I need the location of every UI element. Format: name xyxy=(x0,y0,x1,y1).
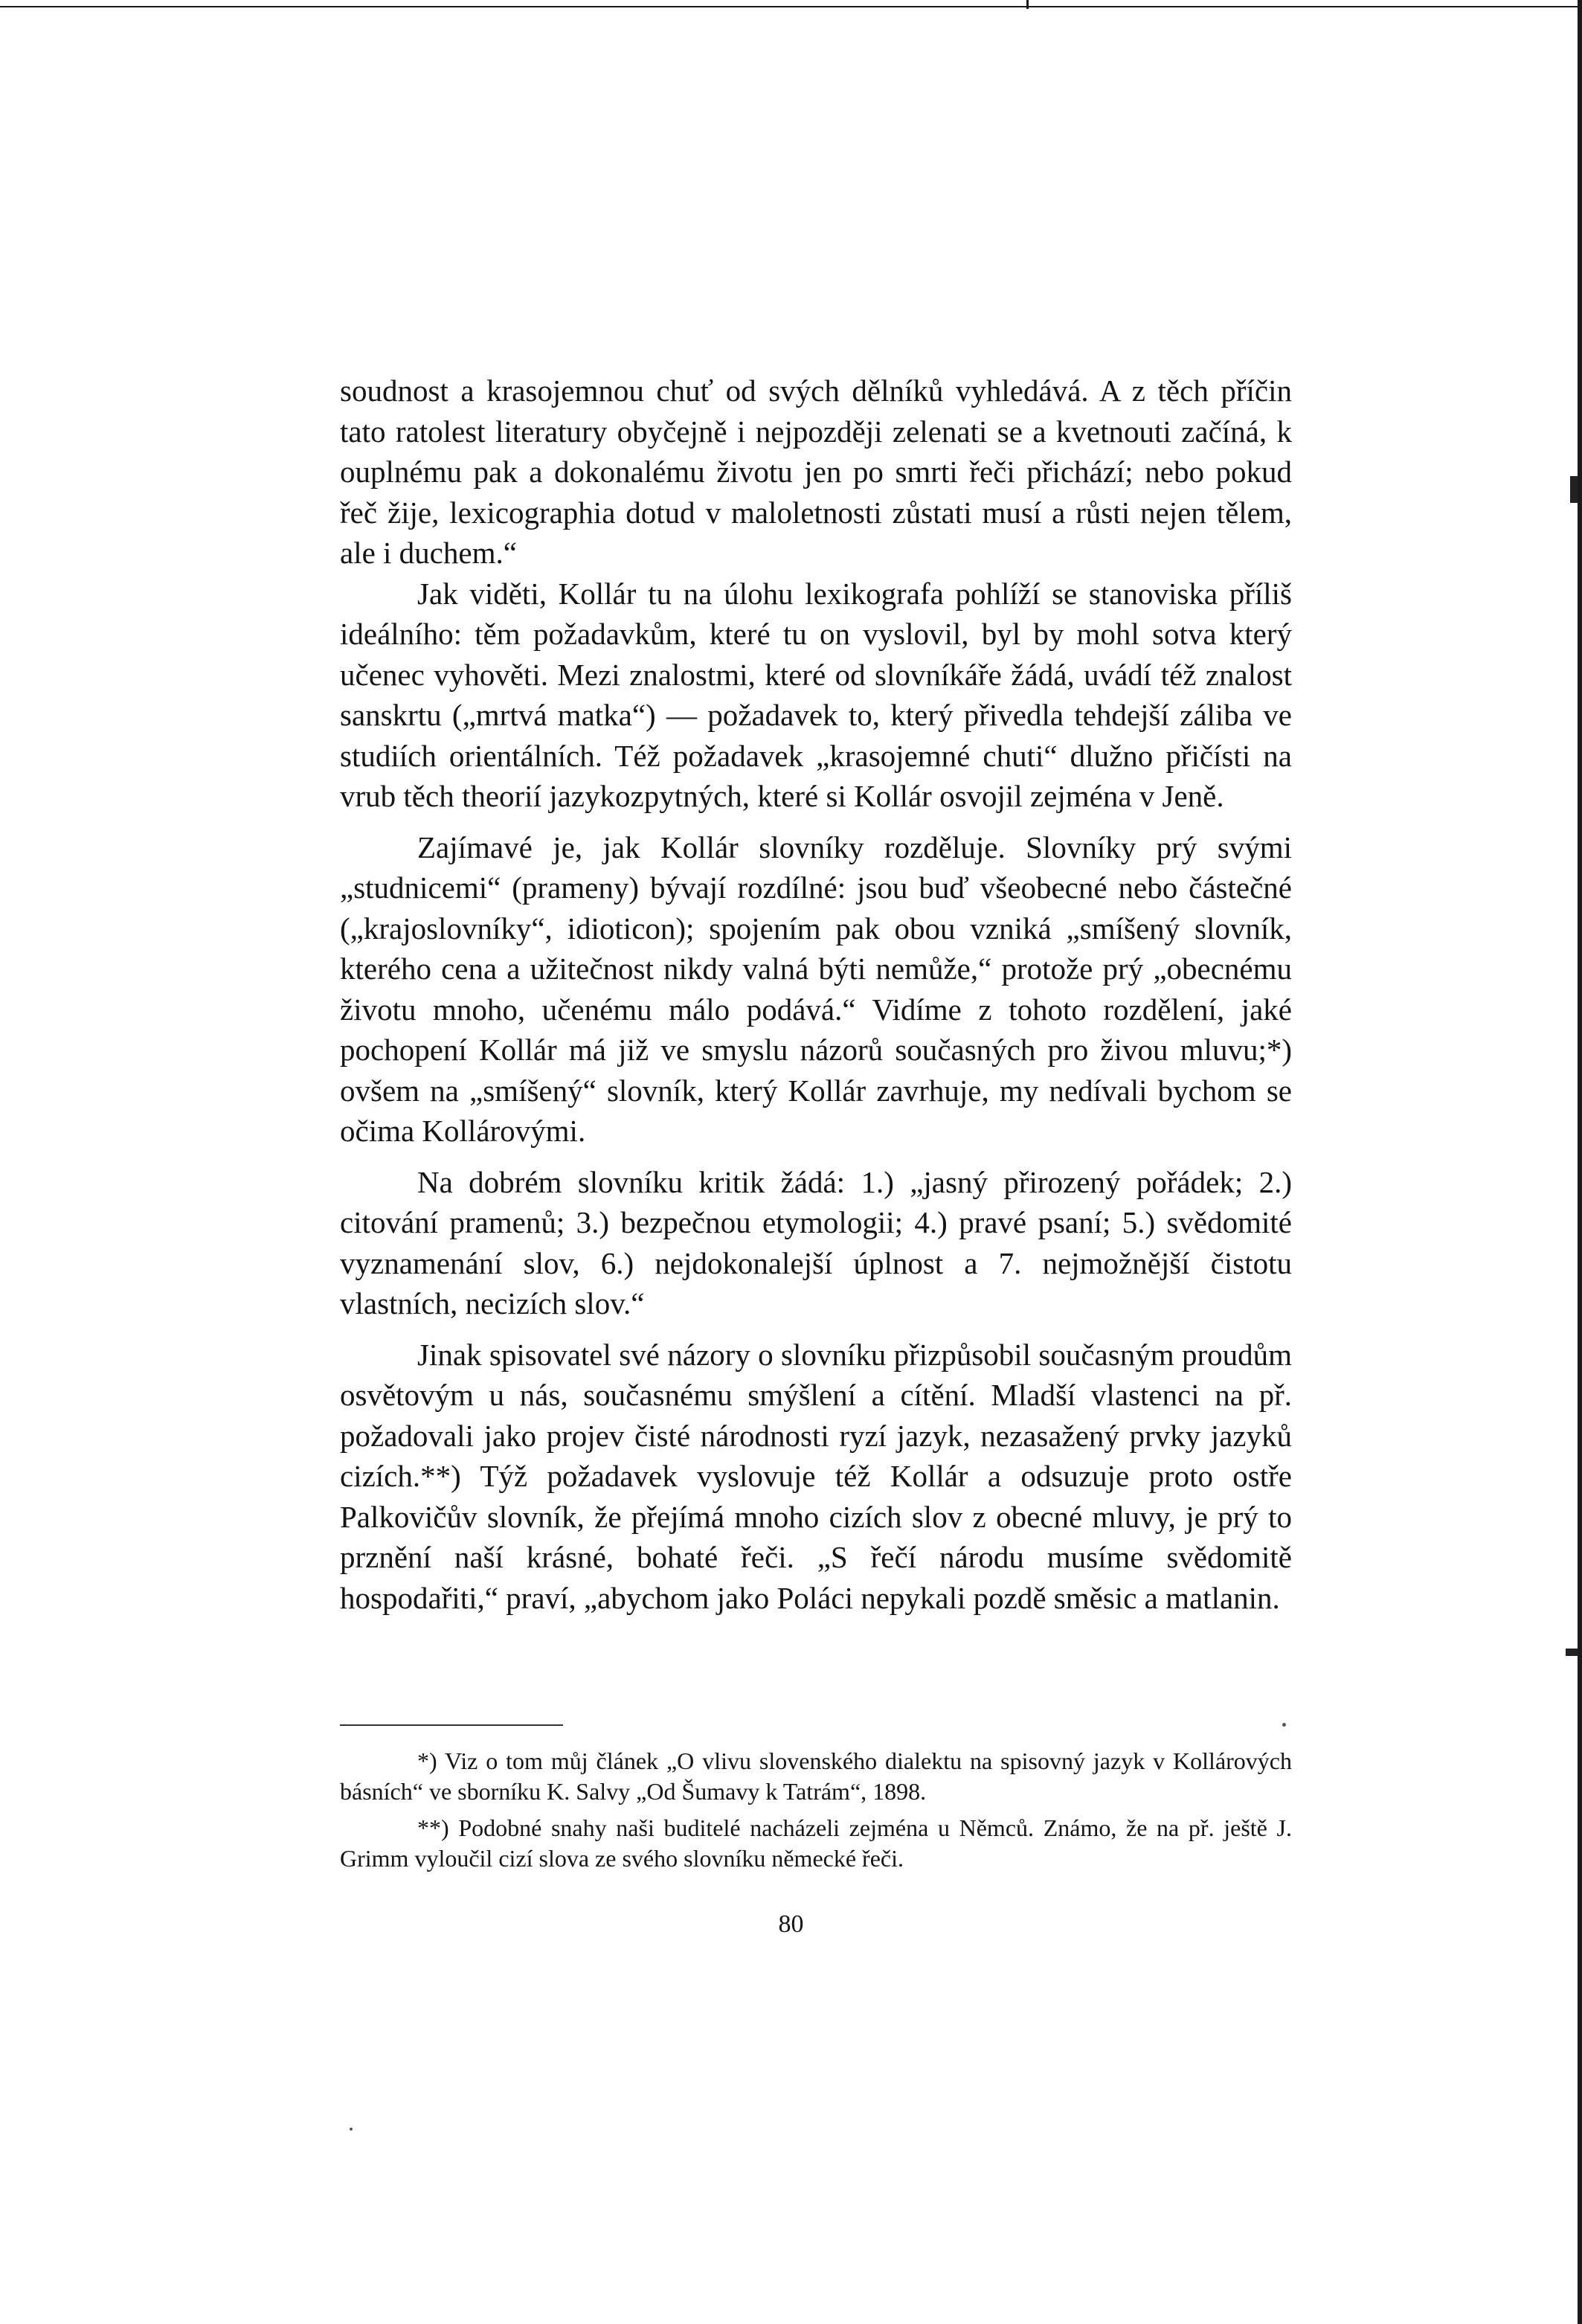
scan-speck xyxy=(350,2128,353,2131)
paragraph-3: Zajímavé je, jak Kollár slovníky rozděluje. Slovníky prý svými „studnicemi“ (prameny) bývají rozdílné: jsou buď všeobecné nebo částečné („krajoslovníky“, idioticon); spojením pak obou vzniká „smíšený slovník, kterého cena a užitečnost nikdy valná býti nemůže,“ protože prý „obecnému životu mnoho, učenému málo podává.“ Vidíme z tohoto rozdělení, jaké pochopení Kollár má již ve smyslu názorů současných pro živou mluvu;*) ovšem na „smíšený“ slovník, který Kollár zavrhuje, my nedívali bychom se očima Kollárovými. xyxy=(340,829,1292,1148)
scan-speck xyxy=(1282,1723,1286,1727)
scan-top-tick xyxy=(1026,0,1029,9)
footnote-divider xyxy=(340,1724,563,1726)
paragraph-2: Jak viděti, Kollár tu na úlohu lexikografa pohlíží se stanoviska příliš ideálního: těm požadavkům, které tu on vyslovil, byl by mohl sotva který učenec vyhověti. Mezi znalostmi, které od slovníkáře žádá, uvádí též znalost sanskrtu („mrtvá matka“) — požadavek to, který přivedla tehdejší záliba ve studiích orientálních. Též požadavek „krasojemné chuti“ dlužno přičísti na vrub těch theorií jazykozpytných, které si Kollár osvojil zejména v Jeně. xyxy=(340,576,1292,813)
main-text xyxy=(340,370,1292,1618)
scan-right-mark xyxy=(1566,1649,1578,1656)
paragraph-5: Jinak spisovatel své názory o slovníku přizpůsobil současným proudům osvětovým u nás, současnému smýšlení a cítění. Mladší vlastenci na př. požadovali jako projev čisté národnosti ryzí jazyk, nezasažený prvky jazyků cizích.**) Týž požadavek vyslovuje též Kollár a odsuzuje proto ostře Palkovičův slovník, že přejímá mnoho cizích slov z obecné mluvy, je prý to prznění naší krásné, bohaté řeči. „S řečí národu musíme svědomitě hospodařiti,“ praví, „abychom jako Poláci nepykali pozdě směsic a matlanin. xyxy=(340,1337,1292,1615)
footnote-1: *) Viz o tom můj článek „O vlivu slovenského dialektu na spisovný jazyk v Kollárových básních“ ve sborníku K. Salvy „Od Šumavy k Tatrám“, 1898. xyxy=(340,1747,1292,1805)
footnotes xyxy=(340,1746,1292,1880)
footnote-2: **) Podobné snahy naši buditelé nacházeli zejména u Němců. Známo, že na př. ještě J. Grimm vyloučil cizí slova ze svého slovníku německé řeči. xyxy=(340,1814,1292,1872)
scan-top-edge xyxy=(0,6,1582,7)
scan-right-edge xyxy=(1578,0,1582,2324)
paragraph-1: soudnost a krasojemnou chuť od svých dělníků vyhledává. A z těch příčin tato ratolest literatury obyčejně i nejpozději zelenati se a kvetnouti začíná, k ouplnému pak a dokonalému životu jen po smrti řeči přichází; nebo pokud řeč žije, lexicographia dotud v maloletnosti zůstati musí a růsti nejen tělem, ale i duchem.“ xyxy=(340,373,1292,570)
paragraph-4: Na dobrém slovníku kritik žádá: 1.) „jasný přirozený pořádek; 2.) citování pramenů; 3.) bezpečnou etymologii; 4.) pravé psaní; 5.) svědomité vyznamenání slov, 6.) nejdokonalejší úplnost a 7. nejmožnější čistotu vlastních, necizích slov.“ xyxy=(340,1164,1292,1320)
scan-right-mark xyxy=(1570,476,1578,503)
page-number: 80 xyxy=(778,1910,804,1938)
